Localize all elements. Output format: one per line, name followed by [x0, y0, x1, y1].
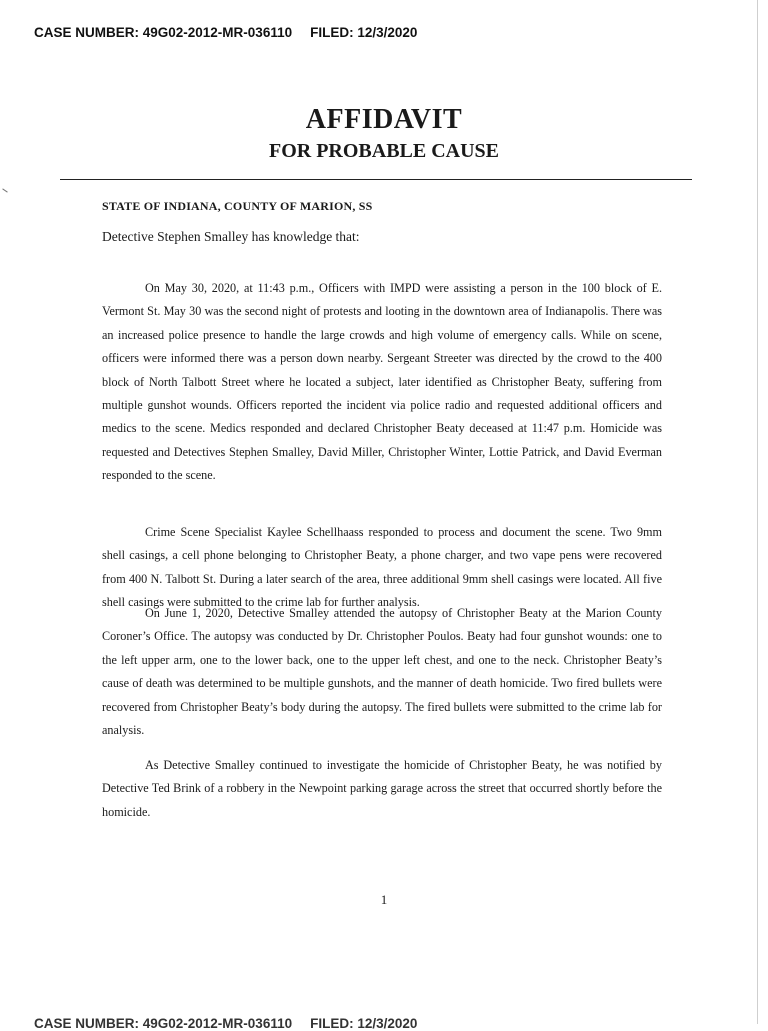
intro-line: Detective Stephen Smalley has knowledge that: — [102, 229, 360, 244]
paragraph-1: On May 30, 2020, at 11:43 p.m., Officers with IMPD were assisting a person in the 100 block of E. Vermont St. May 30 was the second night of protests and looting in the downtown area of Indianapolis. There was an increased police presence to handle the large crowds and high volume of emergency calls. While on scene, officers were informed there was a person down nearby. Sergeant Streeter was directed by the crowd to the 400 block of North Talbott Street where he located a subject, later identified as Christopher Beaty, suffering from multiple gunshot wounds. Officers reported the incident via police radio and requested additional officers and medics to the scene. Medics responded and declared Christopher Beaty deceased at 11:47 p.m. Homicide was requested and Detectives Stephen Smalley, David Miller, Christopher Winter, Lottie Patrick, and David Everman responded to the scene. — [102, 281, 662, 483]
paragraph-2: Crime Scene Specialist Kaylee Schellhaass responded to process and document the scene. Two 9mm shell casings, a cell phone belonging to Christopher Beaty, a phone charger, and two vape pens were recovered from 400 N. Talbott St. During a later search of the area, three additional 9mm shell casings were located. All five shell casings were submitted to the crime lab for further analysis. — [102, 525, 662, 610]
venue-line: STATE OF INDIANA, COUNTY OF MARION, SS — [102, 199, 373, 213]
case-number: CASE NUMBER: 49G02-2012-MR-036110 — [34, 25, 293, 40]
page-number: 1 — [380, 892, 388, 907]
document-title: AFFIDAVIT — [305, 104, 463, 135]
case-header — [34, 25, 417, 40]
paragraph-4: As Detective Smalley continued to investigate the homicide of Christopher Beaty, he was notified by Detective Ted Brink of a robbery in the Newpoint parking garage across the street that occurred shortly before the homicide. — [102, 758, 662, 819]
next-page-filed-date: FILED: 12/3/2020 — [310, 1016, 418, 1031]
document-subtitle: FOR PROBABLE CAUSE — [268, 140, 500, 162]
filed-date: FILED: 12/3/2020 — [310, 25, 418, 40]
next-page-case-number: CASE NUMBER: 49G02-2012-MR-036110 — [34, 1016, 293, 1031]
scan-mark — [2, 188, 7, 192]
paragraph-3: On June 1, 2020, Detective Smalley attended the autopsy of Christopher Beaty at the Marion County Coroner’s Office. The autopsy was conducted by Dr. Christopher Poulos. Beaty had four gunshot wounds: one to the left upper arm, one to the lower back, one to the upper left chest, and one to the neck. Christopher Beaty’s cause of death was determined to be multiple gunshots, and the manner of death homicide. Two fired bullets were recovered from Christopher Beaty’s body during the autopsy. The fired bullets were submitted to the crime lab for analysis. — [102, 606, 662, 738]
title-divider — [60, 179, 692, 180]
